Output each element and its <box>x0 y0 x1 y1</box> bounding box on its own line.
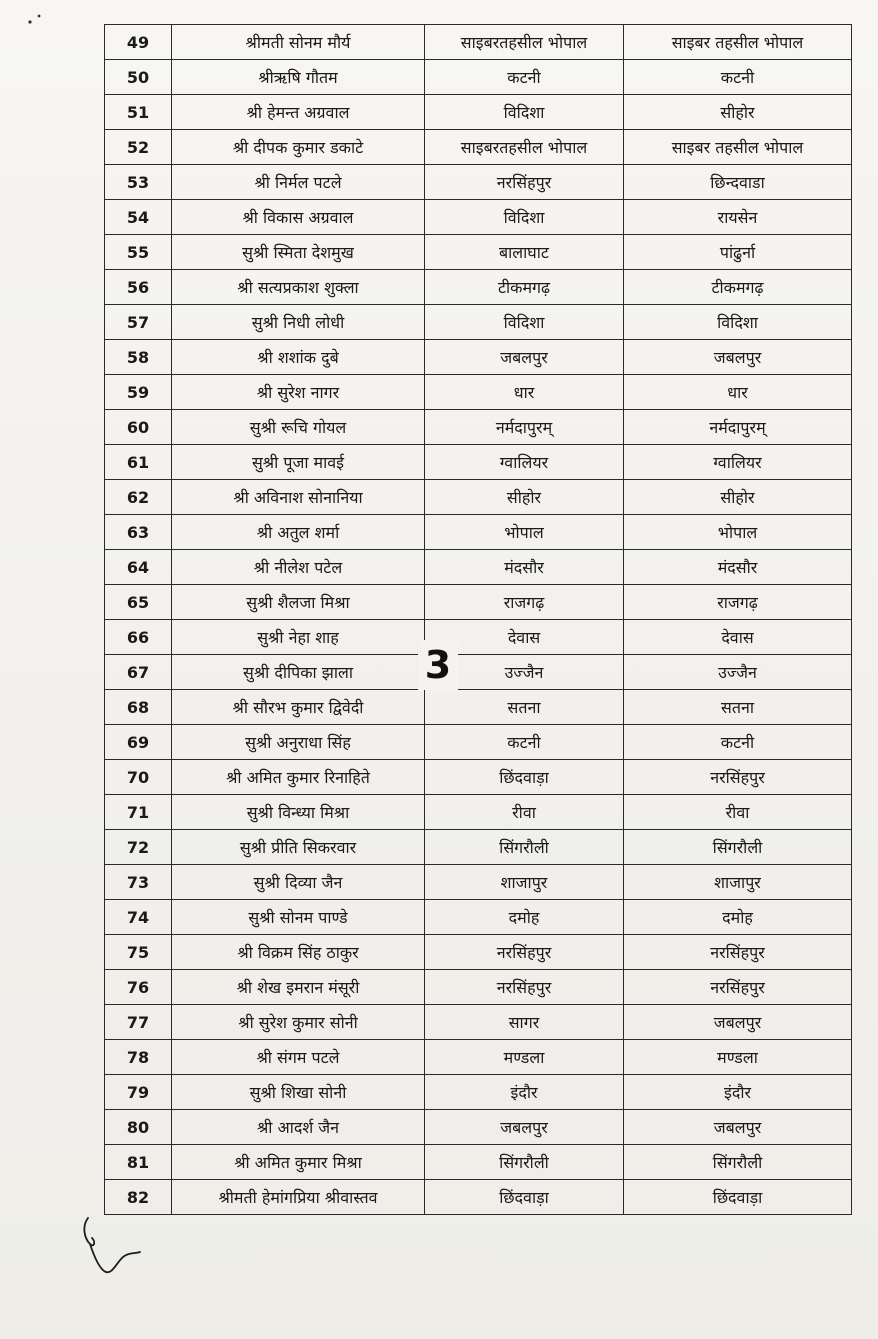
current-posting-cell: जबलपुर <box>425 340 624 375</box>
transfer-table-body <box>105 25 852 1215</box>
table-row <box>105 235 852 270</box>
serial-number-cell: 69 <box>105 725 172 760</box>
transfer-table <box>104 24 852 1215</box>
serial-number-cell: 79 <box>105 1075 172 1110</box>
current-posting-cell: टीकमगढ़ <box>425 270 624 305</box>
serial-number-cell: 58 <box>105 340 172 375</box>
current-posting-cell: धार <box>425 375 624 410</box>
serial-number-cell: 59 <box>105 375 172 410</box>
serial-number-cell: 64 <box>105 550 172 585</box>
serial-number-cell: 63 <box>105 515 172 550</box>
new-posting-cell: उज्जैन <box>624 655 852 690</box>
table-row <box>105 200 852 235</box>
table-row <box>105 725 852 760</box>
serial-number-cell: 55 <box>105 235 172 270</box>
table-row <box>105 620 852 655</box>
serial-number-cell: 57 <box>105 305 172 340</box>
current-posting-cell: दमोह <box>425 900 624 935</box>
current-posting-cell: रीवा <box>425 795 624 830</box>
new-posting-cell: सतना <box>624 690 852 725</box>
serial-number-cell: 73 <box>105 865 172 900</box>
officer-name-cell: श्री अमित कुमार मिश्रा <box>172 1145 425 1180</box>
table-row <box>105 25 852 60</box>
officer-name-cell: श्री आदर्श जैन <box>172 1110 425 1145</box>
current-posting-cell: मण्डला <box>425 1040 624 1075</box>
officer-name-cell: श्री अमित कुमार रिनाहिते <box>172 760 425 795</box>
officer-name-cell: सुश्री सोनम पाण्डे <box>172 900 425 935</box>
officer-name-cell: श्री शशांक दुबे <box>172 340 425 375</box>
scan-speck-marks <box>26 12 46 26</box>
serial-number-cell: 71 <box>105 795 172 830</box>
current-posting-cell: देवास <box>425 620 624 655</box>
new-posting-cell: नरसिंहपुर <box>624 760 852 795</box>
serial-number-cell: 66 <box>105 620 172 655</box>
officer-name-cell: सुश्री शैलजा मिश्रा <box>172 585 425 620</box>
officer-name-cell: श्रीमती हेमांगप्रिया श्रीवास्तव <box>172 1180 425 1215</box>
new-posting-cell: जबलपुर <box>624 1005 852 1040</box>
new-posting-cell: सीहोर <box>624 95 852 130</box>
table-row <box>105 690 852 725</box>
table-row <box>105 1075 852 1110</box>
serial-number-cell: 53 <box>105 165 172 200</box>
officer-name-cell: श्री विकास अग्रवाल <box>172 200 425 235</box>
serial-number-cell: 72 <box>105 830 172 865</box>
current-posting-cell: जबलपुर <box>425 1110 624 1145</box>
current-posting-cell: सागर <box>425 1005 624 1040</box>
table-row <box>105 655 852 690</box>
current-posting-cell: बालाघाट <box>425 235 624 270</box>
table-row <box>105 760 852 795</box>
current-posting-cell: इंदौर <box>425 1075 624 1110</box>
officer-name-cell: श्री सुरेश नागर <box>172 375 425 410</box>
new-posting-cell: टीकमगढ़ <box>624 270 852 305</box>
serial-number-cell: 65 <box>105 585 172 620</box>
table-row <box>105 305 852 340</box>
serial-number-cell: 81 <box>105 1145 172 1180</box>
table-row <box>105 970 852 1005</box>
officer-name-cell: श्री सौरभ कुमार द्विवेदी <box>172 690 425 725</box>
officer-name-cell: सुश्री नेहा शाह <box>172 620 425 655</box>
table-row <box>105 1180 852 1215</box>
new-posting-cell: इंदौर <box>624 1075 852 1110</box>
new-posting-cell: पांढुर्ना <box>624 235 852 270</box>
new-posting-cell: विदिशा <box>624 305 852 340</box>
current-posting-cell: नरसिंहपुर <box>425 935 624 970</box>
new-posting-cell: नरसिंहपुर <box>624 935 852 970</box>
new-posting-cell: कटनी <box>624 60 852 95</box>
table-row <box>105 95 852 130</box>
officer-name-cell: श्री अतुल शर्मा <box>172 515 425 550</box>
new-posting-cell: छिंदवाड़ा <box>624 1180 852 1215</box>
table-row <box>105 830 852 865</box>
serial-number-cell: 52 <box>105 130 172 165</box>
new-posting-cell: साइबर तहसील भोपाल <box>624 130 852 165</box>
new-posting-cell: भोपाल <box>624 515 852 550</box>
new-posting-cell: छिन्दवाडा <box>624 165 852 200</box>
new-posting-cell: सिंगरौली <box>624 830 852 865</box>
new-posting-cell: राजगढ़ <box>624 585 852 620</box>
current-posting-cell: उज्जैन <box>425 655 624 690</box>
officer-name-cell: श्रीमती सोनम मौर्य <box>172 25 425 60</box>
new-posting-cell: रीवा <box>624 795 852 830</box>
serial-number-cell: 75 <box>105 935 172 970</box>
officer-name-cell: श्री निर्मल पटले <box>172 165 425 200</box>
serial-number-cell: 54 <box>105 200 172 235</box>
new-posting-cell: शाजापुर <box>624 865 852 900</box>
table-row <box>105 900 852 935</box>
current-posting-cell: साइबरतहसील भोपाल <box>425 25 624 60</box>
officer-name-cell: श्री शेख इमरान मंसूरी <box>172 970 425 1005</box>
officer-name-cell: श्रीऋषि गौतम <box>172 60 425 95</box>
serial-number-cell: 76 <box>105 970 172 1005</box>
new-posting-cell: रायसेन <box>624 200 852 235</box>
officer-name-cell: श्री विक्रम सिंह ठाकुर <box>172 935 425 970</box>
table-row <box>105 130 852 165</box>
table-row <box>105 480 852 515</box>
serial-number-cell: 80 <box>105 1110 172 1145</box>
current-posting-cell: नर्मदापुरम् <box>425 410 624 445</box>
officer-name-cell: सुश्री अनुराधा सिंह <box>172 725 425 760</box>
serial-number-cell: 77 <box>105 1005 172 1040</box>
new-posting-cell: सिंगरौली <box>624 1145 852 1180</box>
current-posting-cell: मंदसौर <box>425 550 624 585</box>
officer-name-cell: सुश्री रूचि गोयल <box>172 410 425 445</box>
table-row <box>105 865 852 900</box>
current-posting-cell: राजगढ़ <box>425 585 624 620</box>
officer-name-cell: सुश्री विन्ध्या मिश्रा <box>172 795 425 830</box>
serial-number-cell: 74 <box>105 900 172 935</box>
new-posting-cell: कटनी <box>624 725 852 760</box>
table-row <box>105 550 852 585</box>
table-row <box>105 445 852 480</box>
current-posting-cell: कटनी <box>425 725 624 760</box>
table-row <box>105 1110 852 1145</box>
new-posting-cell: जबलपुर <box>624 340 852 375</box>
page-number: 3 <box>418 640 458 690</box>
officer-name-cell: श्री सत्यप्रकाश शुक्ला <box>172 270 425 305</box>
serial-number-cell: 61 <box>105 445 172 480</box>
current-posting-cell: कटनी <box>425 60 624 95</box>
table-row <box>105 410 852 445</box>
table-row <box>105 165 852 200</box>
new-posting-cell: देवास <box>624 620 852 655</box>
current-posting-cell: सीहोर <box>425 480 624 515</box>
current-posting-cell: छिंदवाड़ा <box>425 760 624 795</box>
table-row <box>105 270 852 305</box>
officer-name-cell: श्री दीपक कुमार डकाटे <box>172 130 425 165</box>
serial-number-cell: 60 <box>105 410 172 445</box>
table-row <box>105 585 852 620</box>
current-posting-cell: साइबरतहसील भोपाल <box>425 130 624 165</box>
current-posting-cell: नरसिंहपुर <box>425 970 624 1005</box>
new-posting-cell: सीहोर <box>624 480 852 515</box>
new-posting-cell: धार <box>624 375 852 410</box>
current-posting-cell: विदिशा <box>425 305 624 340</box>
table-row <box>105 60 852 95</box>
table-row <box>105 1145 852 1180</box>
new-posting-cell: मण्डला <box>624 1040 852 1075</box>
table-row <box>105 935 852 970</box>
serial-number-cell: 82 <box>105 1180 172 1215</box>
table-row <box>105 340 852 375</box>
current-posting-cell: भोपाल <box>425 515 624 550</box>
new-posting-cell: नर्मदापुरम् <box>624 410 852 445</box>
current-posting-cell: नरसिंहपुर <box>425 165 624 200</box>
current-posting-cell: सिंगरौली <box>425 1145 624 1180</box>
serial-number-cell: 68 <box>105 690 172 725</box>
current-posting-cell: विदिशा <box>425 200 624 235</box>
officer-name-cell: श्री संगम पटले <box>172 1040 425 1075</box>
new-posting-cell: ग्वालियर <box>624 445 852 480</box>
serial-number-cell: 70 <box>105 760 172 795</box>
officer-name-cell: सुश्री पूजा मावई <box>172 445 425 480</box>
officer-name-cell: सुश्री प्रीति सिकरवार <box>172 830 425 865</box>
officer-name-cell: सुश्री शिखा सोनी <box>172 1075 425 1110</box>
officer-name-cell: श्री अविनाश सोनानिया <box>172 480 425 515</box>
current-posting-cell: विदिशा <box>425 95 624 130</box>
new-posting-cell: दमोह <box>624 900 852 935</box>
officer-name-cell: सुश्री स्मिता देशमुख <box>172 235 425 270</box>
officer-name-cell: श्री हेमन्त अग्रवाल <box>172 95 425 130</box>
table-row <box>105 795 852 830</box>
table-row <box>105 375 852 410</box>
officer-name-cell: सुश्री दिव्या जैन <box>172 865 425 900</box>
current-posting-cell: छिंदवाड़ा <box>425 1180 624 1215</box>
serial-number-cell: 49 <box>105 25 172 60</box>
current-posting-cell: ग्वालियर <box>425 445 624 480</box>
new-posting-cell: जबलपुर <box>624 1110 852 1145</box>
current-posting-cell: सतना <box>425 690 624 725</box>
table-row <box>105 1040 852 1075</box>
serial-number-cell: 56 <box>105 270 172 305</box>
new-posting-cell: साइबर तहसील भोपाल <box>624 25 852 60</box>
handwritten-signature <box>74 1212 154 1282</box>
new-posting-cell: मंदसौर <box>624 550 852 585</box>
current-posting-cell: सिंगरौली <box>425 830 624 865</box>
new-posting-cell: नरसिंहपुर <box>624 970 852 1005</box>
serial-number-cell: 62 <box>105 480 172 515</box>
serial-number-cell: 51 <box>105 95 172 130</box>
officer-name-cell: सुश्री दीपिका झाला <box>172 655 425 690</box>
officer-name-cell: श्री सुरेश कुमार सोनी <box>172 1005 425 1040</box>
current-posting-cell: शाजापुर <box>425 865 624 900</box>
table-row <box>105 515 852 550</box>
officer-name-cell: श्री नीलेश पटेल <box>172 550 425 585</box>
serial-number-cell: 50 <box>105 60 172 95</box>
officer-name-cell: सुश्री निधी लोधी <box>172 305 425 340</box>
serial-number-cell: 78 <box>105 1040 172 1075</box>
table-row <box>105 1005 852 1040</box>
serial-number-cell: 67 <box>105 655 172 690</box>
